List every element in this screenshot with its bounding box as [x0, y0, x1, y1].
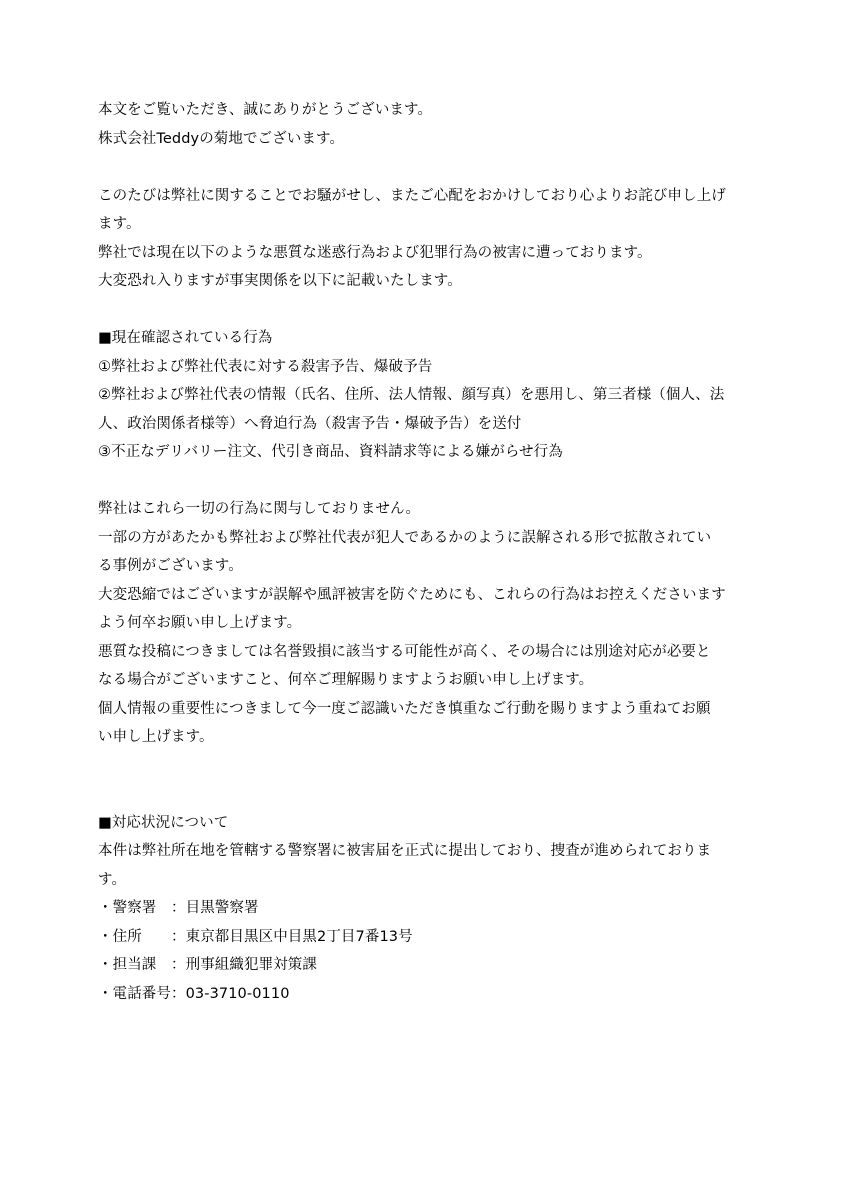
police-station: ・警察署 ：目黒警察署: [98, 900, 259, 916]
police-division: ・担当課 ：刑事組織犯罪対策課: [98, 957, 317, 973]
section-heading-response: ■対応状況について: [98, 814, 229, 831]
statement-line: 個人情報の重要性につきまして今一度ご認識いただき慎重なご行動を賜りますよう重ねてお願: [98, 700, 711, 717]
acts-item: 人、政治関係者様等）へ脅迫行為（殺害予告・爆破予告）を送付: [98, 415, 522, 432]
statement-line: 一部の方があたかも弊社および弊社代表が犯人であるかのように誤解される形で拡散されてい: [98, 529, 712, 546]
spacer: [98, 752, 750, 809]
spacer: [98, 467, 750, 496]
response-line: す。: [98, 871, 127, 888]
statement-line: なる場合がございますこと、何卒ご理解賜りますようお願い申し上げます。: [98, 672, 594, 688]
spacer: [98, 296, 750, 325]
section-heading-acts: ■現在確認されている行為: [98, 330, 273, 346]
apology-line: このたびは弊社に関することでお騒がせし、またご心配をおかけしており心よりお詫び申し上げ: [98, 187, 726, 204]
statement-line: 大変恐縮ではございますが誤解や風評被害を防ぐためにも、これらの行為はお控えくださいます: [98, 586, 726, 603]
statement-line: よう何卒お願い申し上げます。: [98, 615, 302, 631]
statement-line: る事例がございます。: [98, 558, 243, 574]
apology-line: 大変恐れ入りますが事実関係を以下に記載いたします。: [98, 273, 462, 289]
statement-line: 弊社はこれら一切の行為に関与しておりません。: [98, 501, 421, 517]
statement-line: 悪質な投稿につきましては名誉毀損に該当する可能性が高く、その場合には別途対応が必要と: [98, 643, 711, 660]
acts-item: ③不正なデリバリー注文、代引き商品、資料請求等による嫌がらせ行為: [98, 444, 563, 460]
police-phone: ・電話番号：03-3710-0110: [98, 985, 290, 1002]
greeting-line: 株式会社Teddyの菊地でございます。: [98, 130, 345, 147]
response-line: 本件は弊社所在地を管轄する警察署に被害届を正式に提出しており、捜査が進められておりま: [98, 843, 712, 859]
police-address: ・住所 ：東京都目黒区中目黒2丁目7番13号: [98, 928, 413, 945]
statement-line: い申し上げます。: [98, 729, 214, 745]
apology-line: 弊社では現在以下のような悪質な迷惑行為および犯罪行為の被害に遭っております。: [98, 244, 652, 261]
apology-line: ます。: [98, 216, 141, 232]
acts-item: ①弊社および弊社代表に対する殺害予告、爆破予告: [98, 358, 433, 375]
document-body: [98, 96, 750, 1008]
greeting-line: 本文をご覧いただき、誠にありがとうございます。: [98, 102, 433, 118]
acts-item: ②弊社および弊社代表の情報（氏名、住所、法人情報、顔写真）を悪用し、第三者様（個人、法: [98, 387, 725, 403]
spacer: [98, 153, 750, 182]
